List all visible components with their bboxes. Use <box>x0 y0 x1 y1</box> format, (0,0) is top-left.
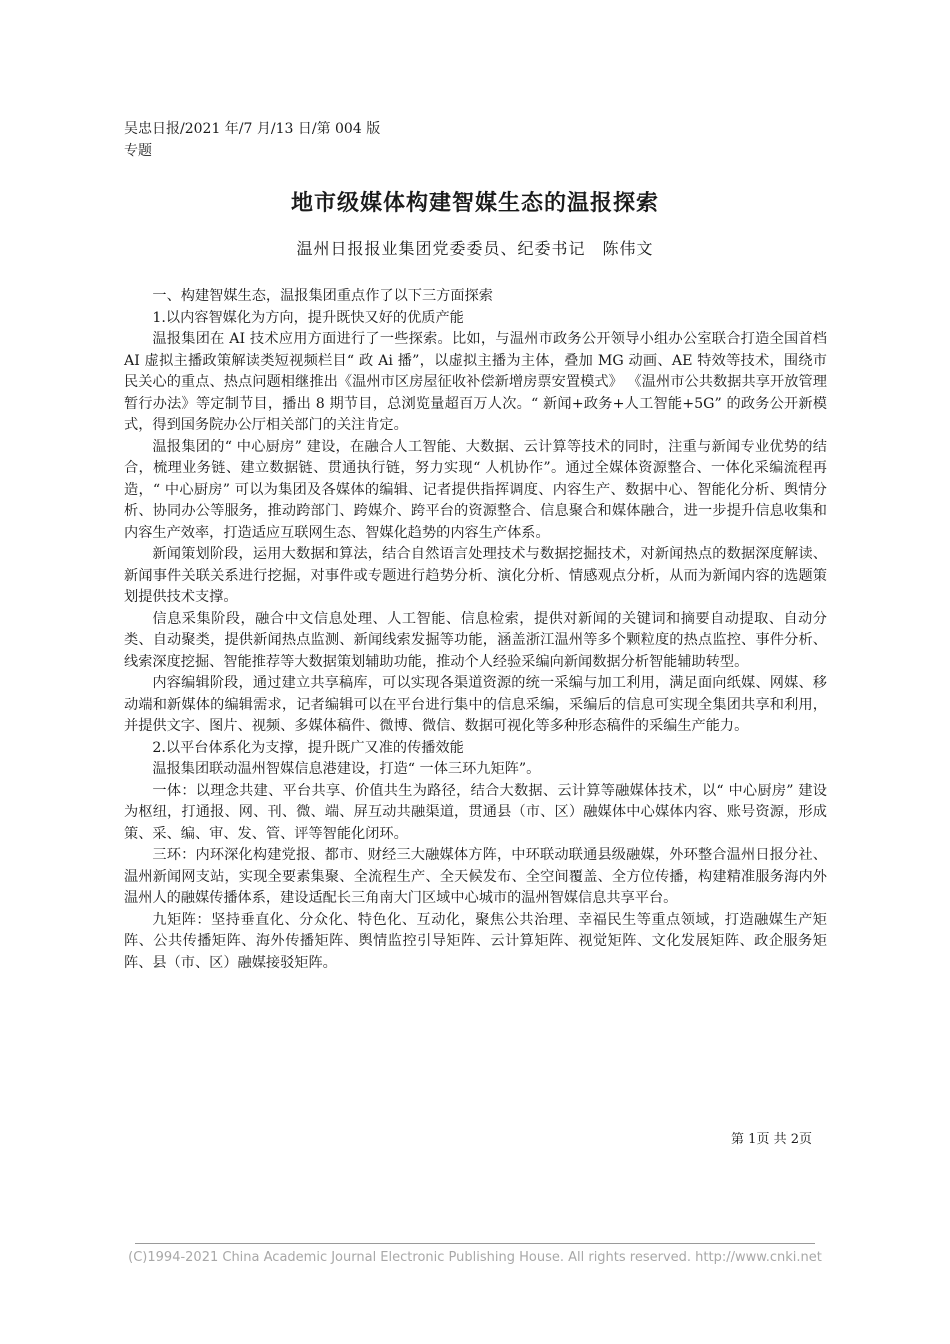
footer-divider <box>135 1243 815 1244</box>
article-body <box>124 286 827 974</box>
article-author: 温州日报报业集团党委委员、纪委书记 陈伟文 <box>296 239 654 258</box>
article-title: 地市级媒体构建智媒生态的温报探索 <box>290 191 659 216</box>
section-heading: 一、构建智媒生态，温报集团重点作了以下三方面探索 <box>152 288 493 304</box>
paragraph: 温报集团在 AI 技术应用方面进行了一些探索。比如，与温州市政务公开领导小组办公室联合打造全国首档 AI 虚拟主播政策解读类短视频栏目“ 政 Ai 播”，以虚拟主播为主体，叠加 MG 动画、AE 特效等技术，围绕市民关心的重点、热点问题相继推出《温州市区房屋征收补偿新增房票安置模式》 《温州市公共数据共享开放管理暂行办法》等定制节目，播出 8 期节目，总浏览量超百万人次。“ 新闻+政务+人工智能+5G” 的政务公开新模式，得到国务院办公厅相关部门的关注肯定。 <box>124 331 827 433</box>
paragraph: 内容编辑阶段，通过建立共享稿库，可以实现各渠道资源的统一采编与加工利用，满足面向纸媒、网媒、移动端和新媒体的编辑需求，记者编辑可以在平台进行集中的信息采编，采编后的信息可实现全集团共享和利用，并提供文字、图片、视频、多媒体稿件、微博、微信、数据可视化等多种形态稿件的采编生产能力。 <box>124 675 827 734</box>
publication-header: 吴忠日报/2021 年/7 月/13 日/第 004 版专题 <box>124 121 381 159</box>
copyright-watermark: (C)1994-2021 China Academic Journal Electronic Publishing House. All rights reserved. http://www.cnki.net <box>128 1250 822 1265</box>
paragraph: 新闻策划阶段，运用大数据和算法，结合自然语言处理技术与数据挖掘技术，对新闻热点的数据深度解读、新闻事件关联关系进行挖掘，对事件或专题进行趋势分析、演化分析、情感观点分析，从而为新闻内容的选题策划提供技术支撑。 <box>124 546 827 605</box>
paragraph: 一体：以理念共建、平台共享、价值共生为路径，结合大数据、云计算等融媒体技术，以“ 中心厨房” 建设为枢纽，打通报、网、刊、微、端、屏互动共融渠道，贯通县（市、区）融媒体中心媒体内容、账号资源，形成策、采、编、审、发、管、评等智能化闭环。 <box>124 782 827 842</box>
subsection-heading: 2.以平台体系化为支撑，提升既广又准的传播效能 <box>152 739 464 756</box>
paragraph: 九矩阵：坚持垂直化、分众化、特色化、互动化，聚焦公共治理、幸福民生等重点领域，打造融媒生产矩阵、公共传播矩阵、海外传播矩阵、舆情监控引导矩阵、云计算矩阵、视觉矩阵、文化发展矩阵、政企服务矩阵、县（市、区）融媒接驳矩阵。 <box>124 911 827 971</box>
paragraph: 信息采集阶段，融合中文信息处理、人工智能、信息检索，提供对新闻的关键词和摘要自动提取、自动分类、自动聚类，提供新闻热点监测、新闻线索发掘等功能，涵盖浙江温州等多个颗粒度的热点监控、事件分析、线索深度挖掘、智能推荐等大数据策划辅助功能，推动个人经验采编向新闻数据分析智能辅助转型。 <box>124 610 827 670</box>
paragraph: 温报集团联动温州智媒信息港建设，打造“ 一体三环九矩阵”。 <box>152 761 541 777</box>
paragraph: 温报集团的“ 中心厨房” 建设，在融合人工智能、大数据、云计算等技术的同时，注重与新闻专业优势的结合，梳理业务链、建立数据链、贯通执行链，努力实现“ 人机协作”。通过全媒体资源整合、一体化采编流程再造，“ 中心厨房” 可以为集团及各媒体的编辑、记者提供指挥调度、内容生产、数据中心、智能化分析、舆情分析、协同办公等服务，推动跨部门、跨媒介、跨平台的资源整合、信息聚合和媒体融合，进一步提升信息收集和内容生产效率，打造适应互联网生态、智媒化趋势的内容生产体系。 <box>124 438 827 541</box>
page-number: 第 1页 共 2页 <box>731 1132 812 1147</box>
subsection-heading: 1.以内容智媒化为方向，提升既快又好的优质产能 <box>152 309 464 326</box>
paragraph: 三环：内环深化构建党报、都市、财经三大融媒体方阵，中环联动联通县级融媒，外环整合温州日报分社、温州新闻网支站，实现全要素集聚、全流程生产、全天候发布、全空间覆盖、全方位传播，构建精准服务海内外温州人的融媒传播体系，建设适配长三角南大门区域中心城市的温州智媒信息共享平台。 <box>124 847 827 906</box>
